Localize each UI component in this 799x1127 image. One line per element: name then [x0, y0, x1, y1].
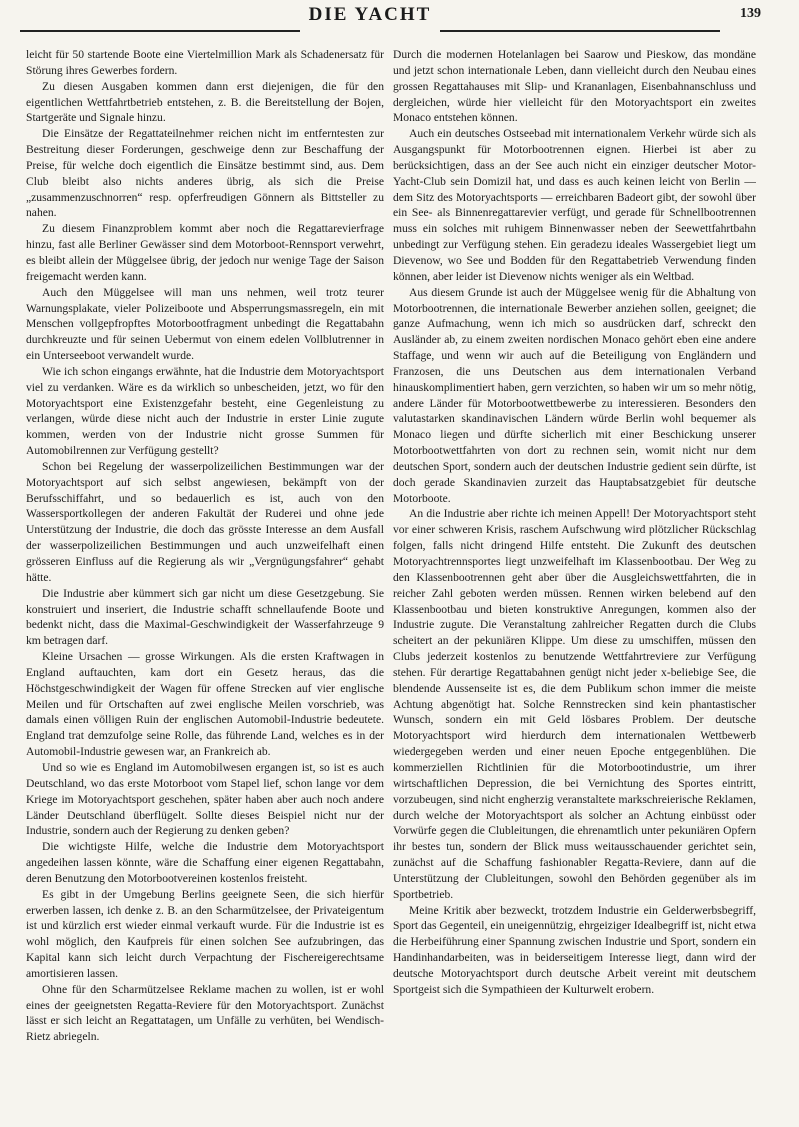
- paragraph: Auch den Müggelsee will man uns nehmen, weil trotz teurer Warnungsplakate, vieler Polizeiboote und Absperrungsmassregeln, ein mit Menschen vollgepfropftes Motorbootfragment unbedingt die Regattabahn durchkreuzte und für seinen Uebermut von einem edelen Vollblutrenner in ein Unterseeboot verwandelt wurde.: [26, 285, 384, 363]
- paragraph: Ohne für den Scharmützelsee Reklame machen zu wollen, ist er wohl eines der geeignetsten Regatta-Reviere für den Motoryachtsport. Zunächst lässt er sich leicht an Regattatagen, um Unfälle zu verhüten, bei Wendisch-Rietz abriegeln.: [26, 982, 384, 1044]
- paragraph: Auch ein deutsches Ostseebad mit internationalem Verkehr würde sich als Ausgangspunkt für Motorbootrennen eignen. Hierbei ist aber zu berücksichtigen, dass an der See auch nicht ein einziger deutscher Motor-Yacht-Club sein Domizil hat, und dass es auch keinen leicht von Berlin — dem Sitz des Motoryachtsports — erreichbaren Badeort gibt, der sowohl über ein See- als Binnenregattarevier verfügt, und gerade für Schnellbootrennen muss ein solches mit ruhigem Binnenwasser neben der Seewettfahrtbahn unbedingt zur Verfügung stehen. Ein geradezu ideales Wassergebiet liegt um Dievenow, wo See und Bodden für den Regattabetrieb Verwendung finden können, aber leider ist Dievenow nichts weniger als ein Weltbad.: [393, 127, 756, 283]
- paragraph: Kleine Ursachen — grosse Wirkungen. Als die ersten Kraftwagen in England auftauchten, kam dort ein Gesetz heraus, das die Höchstgeschwindigkeit der Wagen für offene Strecken auf vier englische Meilen und für Ortschaften auf zwei englische Meilen vorschrieb, was damals einen völligen Ruin der englischen Automobil-Industrie bedeutete. England trat demzufolge seine Rolle, das führende Land, welches es in der Automobil-Industrie gewesen war, an Frankreich ab.: [26, 650, 384, 759]
- paragraph: Meine Kritik aber bezweckt, trotzdem Industrie ein Gelderwerbsbegriff, Sport das Gegenteil, ein uneigennützig, ehrgeiziger Idealbegriff ist, nicht etwa die Herbeiführung einer Spannung zwischen Industrie und Sport, sondern ein Handinhandarbeiten, was in beiderseitigem Interesse liegt, dann wird der deutsche Motoryachtsport durch deutsche Arbeit vereint mit deutschem Sportgeist sich die Sympathieen der Kulturwelt erobern.: [393, 903, 756, 996]
- header-rule-right: [440, 8, 720, 32]
- right-column: [393, 47, 756, 1111]
- paragraph: Die wichtigste Hilfe, welche die Industrie dem Motoryachtsport angedeihen lassen könnte, wäre die Schaffung einer eigenen Regattabahn, deren Benutzung den Motorbootvereinen kostenlos freisteht.: [26, 840, 384, 885]
- paragraph: Es gibt in der Umgebung Berlins geeignete Seen, die sich hierfür erwerben lassen, ich denke z. B. an den Scharmützelsee, der Privateigentum ist und kürzlich erst wieder einmal verkauft wurde. Für die Industrie ist es wohl möglich, den Kaufpreis für einen solchen See aufzubringen, das Kapital kann sich leicht durch Verpachtung der Fischereigerechtsame amortisieren lassen.: [26, 887, 384, 980]
- paragraph: Die Industrie aber kümmert sich gar nicht um diese Gesetzgebung. Sie konstruiert und inseriert, die Industrie schafft schnellaufende Boote und bedenkt nicht, dass die Maximal-Geschwindigkeit der Wasserfahrzeuge 9 km betragen darf.: [26, 586, 384, 648]
- paragraph: Schon bei Regelung der wasserpolizeilichen Bestimmungen war der Motoryachtsport auf sich selbst angewiesen, bekämpft von der Berufsschiffahrt, und so bedauerlich es ist, auch von den Wassersportkollegen der anderen Fakultät der Ruderei und ohne jede Unterstützung der Industrie, die doch das grösste Interesse an dem Ausfall der wasserpolizeilichen Bestimmungen und auch unzweifelhaft einen grösseren Einfluss auf die Regierung als wir „Vergnügungsfahrer“ gehabt hätte.: [26, 459, 384, 584]
- paragraph: Wie ich schon eingangs erwähnte, hat die Industrie dem Motoryachtsport viel zu verdanken. Wäre es da wirklich so unbescheiden, jetzt, wo für den Motoryachtsport eine Existenzgefahr besteht, eine Gegenleistung zu verlangen, würde diese nicht auch der Industrie in erster Linie zugute kommen, werden von der Industrie nicht grosse Summen für Automobilrennen zur Verfügung gestellt?: [26, 364, 384, 458]
- paragraph: Zu diesen Ausgaben kommen dann erst diejenigen, die für den eigentlichen Wettfahrtbetrieb entstehen, z. B. die Bereitstellung der Bojen, Startgeräte und Signale hinzu.: [26, 79, 384, 125]
- magazine-title: DIE YACHT: [308, 4, 432, 25]
- header-rule-left: [20, 8, 300, 32]
- paragraph: Die Einsätze der Regattateilnehmer reichen nicht im entferntesten zur Bestreitung dieser Forderungen, geschweige denn zur Beschaffung der Preise, für welche doch eigentlich die Einsätze bestimmt sind, aus. Dem Club bleibt also nichts anderes übrig, als sich die Preise „zusammenzuschnorren“ resp. opferfreudigen Gönnern als Bittsteller zu nahen.: [26, 127, 384, 220]
- paragraph: leicht für 50 startende Boote eine Viertelmillion Mark als Schadenersatz für Störung ihres Gewerbes fordern.: [26, 48, 384, 77]
- left-column: [26, 47, 384, 1111]
- paragraph: Aus diesem Grunde ist auch der Müggelsee wenig für die Abhaltung von Motorbootrennen, die internationale Bewerber anziehen sollen, geeignet; die ganze Aufmachung, wenn ich mich so ausdrücken darf, schreckt den Ausländer ab, zu einem zweiten nordischen Monaco gehört eben eine andere Staffage, und wenn wir auch auf die Beteiligung von Engländern und Franzosen, die uns Deutschen aus dem internationalen Verband hinauskomplimentiert haben, gern verzichten, so haben wir um so mehr nötig, andere Länder für Motorbootwettbewerbe zu interessieren. Besonders den valutastarken skandinavischen Ländern würde Berlin wohl bequemer als Monaco liegen und dürfte sicherlich mit einer Beschickung unserer Motorbootwettfahrten von dort zu rechnen sein, womit nicht nur dem deutschen Sport, sondern auch der deutschen Industrie gedient sein dürfte, ist doch gerade Skandinavien zurzeit das Hauptabsatzgebiet für deutsche Motorboote.: [393, 285, 756, 505]
- paragraph: An die Industrie aber richte ich meinen Appell! Der Motoryachtsport steht vor einer schweren Krisis, raschem Aufschwung wird plötzlicher Rückschlag folgen, falls nicht dringend Hilfe entsteht. Die Zukunft des deutschen Motoryachtrennsportes liegt unzweifelhaft im Klassenbootbau. Der Weg zu den Klassenbootrennen geht aber über die Ausgleichswettfahrten, die in reicher Zahl geboten werden müssen. Rennen wirken belebend auf den Klassenbootbau und bieten konstruktive Anregungen, kommen also der Industrie zugute. Die Veranstaltung zahlreicher Regatten durch die Clubs scheitert an der pekuniären Klippe. Um diese zu umschiffen, müssen den Clubs jederzeit kostenlos zu benutzende Wettfahrtreviere zur Verfügung stehen. Für derartige Regattabahnen genügt nicht jeder x-beliebige See, die blendende Aussenseite ist es, die dem Publikum schon immer die meiste Achtung abgenötigt hat. Solche Rennstrecken sind kein phantastischer Wunsch, sondern ein mit Geld lösbares Problem. Der deutsche Motoryachtsport wird hierdurch dem internationalen Wettbewerb wiedergegeben werden und einer neuen Epoche entgegenblühen. Die kommerziellen Richtlinien für die Motorbootindustrie, um ihrer wirtschaftlichen Depression, die bei Vernichtung des Sportes eintritt, vorzubeugen, sind nicht engherzig veranstaltete markschreierische Reklamen, durch welche der Motoryachtsport als solcher an Achtung einbüsst oder Vorwürfe gegen die Clubleitungen, die ehrenamtlich unter pekuniären Opfern ihr bestes tun, sondern der Blick muss weitausschauender gerichtet sein, zunächst auf die Schaffung fashionabler Regatta-Reviere, dann auf die Unterstützung der Clubleitungen, sowohl den Behörden gegenüber als im Sportbetrieb.: [393, 507, 756, 901]
- paragraph: Und so wie es England im Automobilwesen ergangen ist, so ist es auch Deutschland, wo das erste Motorboot vom Stapel lief, schon lange vor dem Kriege im Motoryachtsport geschehen, später haben aber auch noch andere Länder Deutschland überflügelt. Sollte dieses Beispiel nicht nur der Industrie, sondern auch der Regierung zu denken geben?: [26, 760, 384, 838]
- paragraph: Durch die modernen Hotelanlagen bei Saarow und Pieskow, das mondäne und jetzt schon internationale Leben, dann vielleicht durch den Neubau eines grossen Regattahauses mit Slip- und Krananlagen, Eisenbahnanschluss und dergleichen, würde hier vielleicht für den Motoryachtsport ein zweites Monaco entstehen können.: [393, 48, 756, 125]
- page-number: 139: [740, 6, 761, 21]
- paragraph: Zu diesem Finanzproblem kommt aber noch die Regattarevierfrage hinzu, fast alle Berliner Gewässer sind dem Motorboot-Rennsport verwehrt, es bleibt allein der Müggelsee übrig, der jedoch nur wenige Tage der Saison freigemacht werden kann.: [26, 222, 384, 283]
